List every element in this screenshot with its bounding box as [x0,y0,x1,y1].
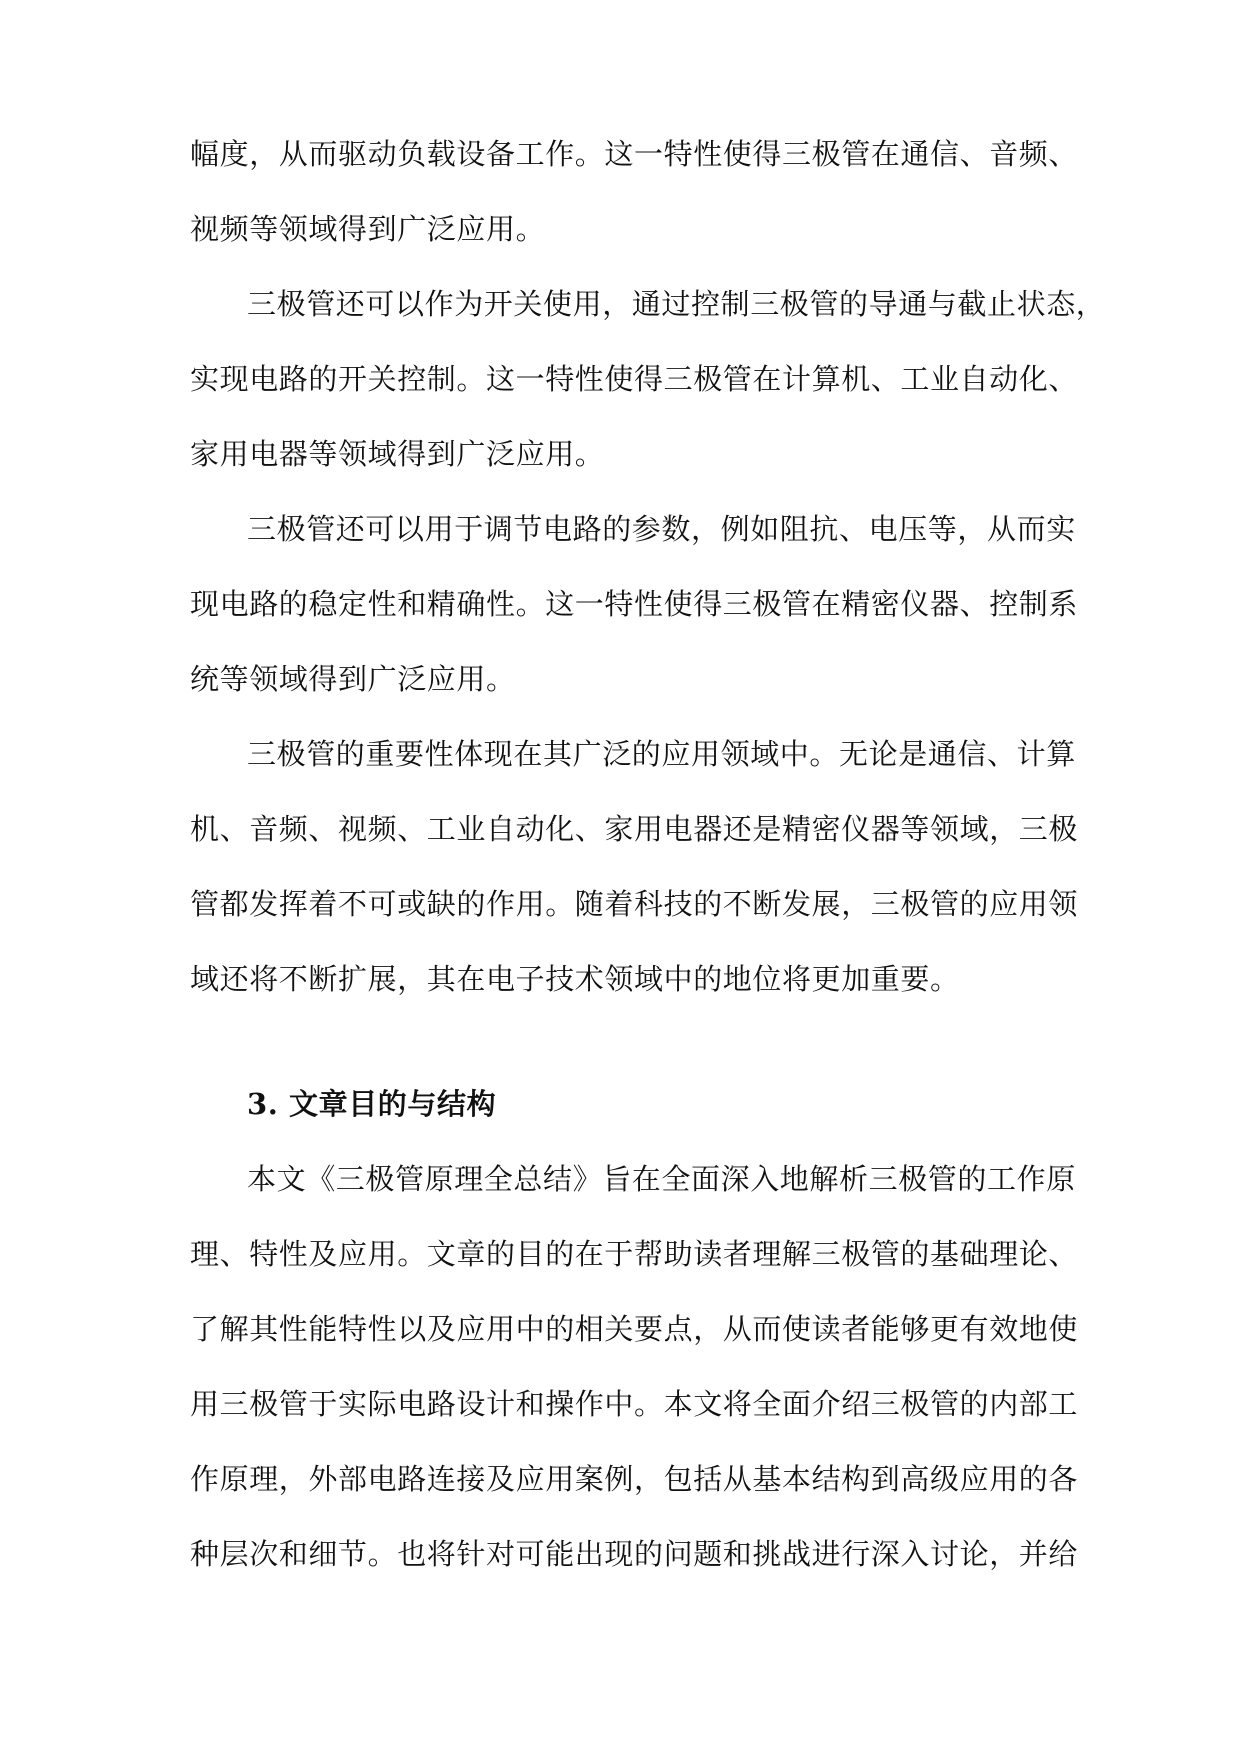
paragraph-line: 作原理，外部电路连接及应用案例，包括从基本结构到高级应用的各 [190,1462,1079,1496]
paragraph-line: 实现电路的开关控制。这一特性使得三极管在计算机、工业自动化、 [190,362,1079,396]
paragraph-line: 幅度，从而驱动负载设备工作。这一特性使得三极管在通信、音频、 [190,137,1079,171]
paragraph-line: 视频等领域得到广泛应用。 [190,212,546,246]
section-number: 3. [247,1087,279,1121]
paragraph-line: 家用电器等领域得到广泛应用。 [190,437,605,471]
section-title: 文章目的与结构 [289,1087,497,1121]
paragraph-line: 本文《三极管原理全总结》旨在全面深入地解析三极管的工作原 [247,1162,1076,1196]
paragraph-line: 域还将不断扩展，其在电子技术领域中的地位将更加重要。 [190,962,960,996]
paragraph-line: 管都发挥着不可或缺的作用。随着科技的不断发展，三极管的应用领 [190,887,1079,921]
paragraph-line: 三极管的重要性体现在其广泛的应用领域中。无论是通信、计算 [247,737,1076,771]
paragraph-line: 现电路的稳定性和精确性。这一特性使得三极管在精密仪器、控制系 [190,587,1079,621]
paragraph-line: 理、特性及应用。文章的目的在于帮助读者理解三极管的基础理论、 [190,1237,1079,1271]
paragraph-line: 统等领域得到广泛应用。 [190,662,516,696]
paragraph-line: 了解其性能特性以及应用中的相关要点，从而使读者能够更有效地使 [190,1312,1079,1346]
paragraph-line: 三极管还可以用于调节电路的参数，例如阻抗、电压等，从而实 [247,512,1076,546]
paragraph-line: 种层次和细节。也将针对可能出现的问题和挑战进行深入讨论，并给 [190,1537,1079,1571]
paragraph-line: 用三极管于实际电路设计和操作中。本文将全面介绍三极管的内部工 [190,1387,1079,1421]
paragraph-line: 机、音频、视频、工业自动化、家用电器还是精密仪器等领域，三极 [190,812,1079,846]
section-heading [247,1084,496,1124]
paragraph-line: 三极管还可以作为开关使用，通过控制三极管的导通与截止状态， [247,287,1106,321]
